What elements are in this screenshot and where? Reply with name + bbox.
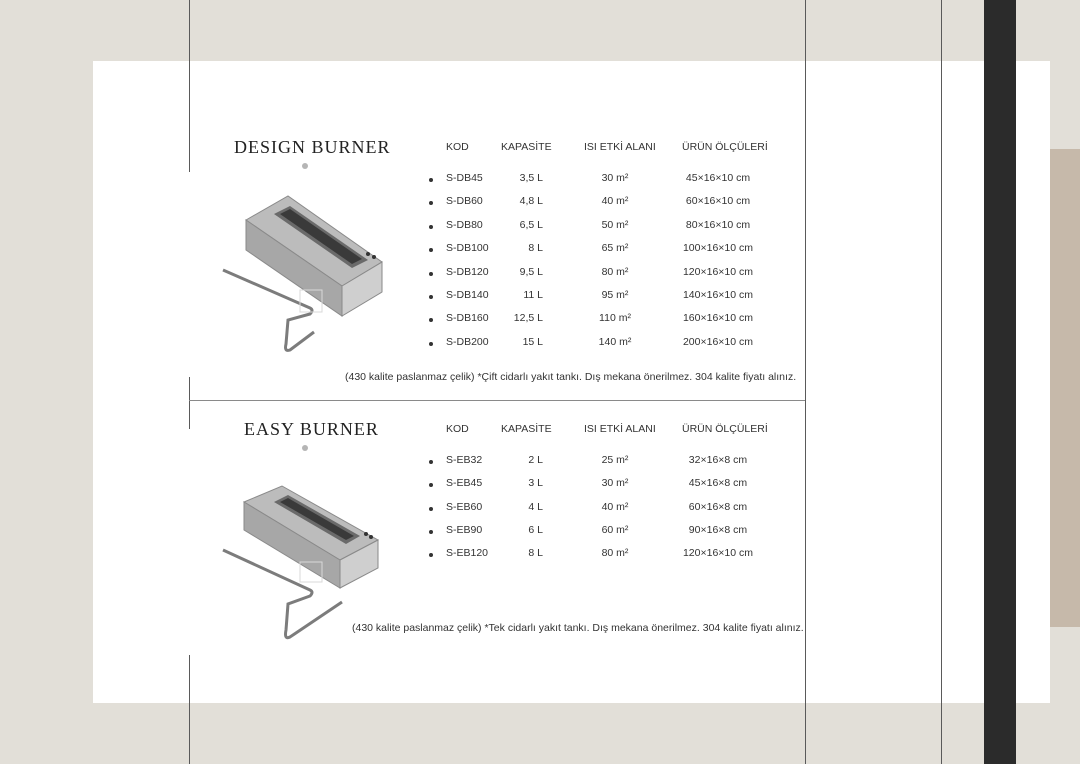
guide-line-left-bottom [189, 655, 190, 764]
guide-line-left-middle [189, 377, 190, 429]
header-urun-olculeri: ÜRÜN ÖLÇÜLERİ [682, 141, 768, 153]
row-bullet [429, 225, 433, 229]
cell-kapasite: 3,5 L [519, 172, 543, 184]
cell-urun-olculeri: 120×16×10 cm [682, 265, 754, 278]
cell-urun-olculeri: 120×16×10 cm [682, 547, 754, 560]
section-divider [189, 400, 805, 401]
cell-isi-etki-alani: 30 m² [601, 477, 629, 490]
cell-kapasite: 12,5 L [513, 312, 543, 325]
cell-isi-etki-alani: 30 m² [601, 172, 629, 184]
row-bullet [429, 530, 433, 534]
cell-kod: S-DB120 [446, 265, 489, 278]
cell-urun-olculeri: 100×16×10 cm [682, 242, 754, 255]
cell-kapasite: 3 L [528, 477, 543, 490]
cell-isi-etki-alani: 110 m² [599, 312, 631, 325]
cell-urun-olculeri: 60×16×10 cm [685, 195, 751, 208]
header-kapasite: KAPASİTE [501, 141, 552, 153]
header-kod: KOD [446, 141, 469, 153]
cell-kod: S-DB80 [446, 218, 483, 231]
cell-kapasite: 11 L [523, 289, 543, 301]
cell-kod: S-EB120 [446, 547, 489, 560]
cell-kapasite: 2 L [528, 454, 543, 466]
row-bullet [429, 460, 433, 464]
cell-isi-etki-alani: 60 m² [601, 523, 629, 536]
cell-urun-olculeri: 60×16×8 cm [688, 500, 748, 513]
guide-line-left-top [189, 0, 190, 172]
cell-urun-olculeri: 90×16×8 cm [688, 523, 748, 536]
cell-urun-olculeri: 200×16×10 cm [682, 335, 754, 348]
guide-line-far-right [941, 0, 942, 764]
cell-kapasite: 8 L [528, 242, 543, 255]
cell-isi-etki-alani: 65 m² [601, 242, 629, 255]
section-title-easy-burner: EASY BURNER [244, 419, 379, 439]
cell-kod: S-DB60 [446, 195, 483, 208]
row-bullet [429, 507, 433, 511]
cell-kod: S-EB32 [446, 454, 483, 466]
cell-urun-olculeri: 140×16×10 cm [682, 289, 754, 301]
cell-urun-olculeri: 80×16×10 cm [685, 218, 751, 231]
row-bullet [429, 295, 433, 299]
row-bullet [429, 342, 433, 346]
cell-isi-etki-alani: 40 m² [601, 500, 629, 513]
cell-kod: S-DB160 [446, 312, 489, 325]
section-title-design-burner: DESIGN BURNER [234, 137, 391, 157]
cell-urun-olculeri: 45×16×10 cm [685, 172, 751, 184]
row-bullet [429, 272, 433, 276]
header-kod: KOD [446, 423, 469, 435]
easy-burner-image [218, 482, 388, 644]
cell-kod: S-DB140 [446, 289, 489, 301]
cell-isi-etki-alani: 140 m² [598, 335, 632, 348]
cell-urun-olculeri: 32×16×8 cm [688, 454, 748, 466]
cell-urun-olculeri: 160×16×10 cm [682, 312, 754, 325]
side-tab [1050, 149, 1080, 627]
cell-kod: S-DB100 [446, 242, 489, 255]
cell-isi-etki-alani: 80 m² [601, 265, 629, 278]
title-dot [302, 445, 308, 451]
section-note-easy-burner: (430 kalite paslanmaz çelik) *Tek cidarlı yakıt tankı. Dış mekana önerilmez. 304 kalite fiyatı alınız. [352, 622, 804, 634]
header-isi-etki-alani: ISI ETKİ ALANI [584, 423, 656, 435]
cell-kapasite: 8 L [528, 547, 543, 560]
cell-kapasite: 15 L [522, 335, 543, 348]
cell-kapasite: 4 L [528, 500, 543, 513]
header-kapasite: KAPASİTE [501, 423, 552, 435]
cell-kapasite: 9,5 L [519, 265, 543, 278]
section-note-design-burner: (430 kalite paslanmaz çelik) *Çift cidarlı yakıt tankı. Dış mekana önerilmez. 304 kalite fiyatı alınız. [345, 371, 797, 383]
cell-kod: S-EB60 [446, 500, 483, 513]
cell-kapasite: 4,8 L [519, 195, 543, 208]
cell-kod: S-DB45 [446, 172, 483, 184]
cell-kapasite: 6 L [528, 523, 543, 536]
header-isi-etki-alani: ISI ETKİ ALANI [584, 141, 656, 153]
title-dot [302, 163, 308, 169]
cell-isi-etki-alani: 25 m² [601, 454, 629, 466]
guide-line-right [805, 0, 806, 764]
cell-kod: S-EB90 [446, 523, 483, 536]
design-burner-image [218, 192, 388, 357]
cell-isi-etki-alani: 95 m² [601, 289, 629, 301]
cell-isi-etki-alani: 80 m² [601, 547, 629, 560]
cell-kapasite: 6,5 L [519, 218, 543, 231]
header-urun-olculeri: ÜRÜN ÖLÇÜLERİ [682, 423, 768, 435]
cell-isi-etki-alani: 50 m² [601, 218, 629, 231]
cell-kod: S-DB200 [446, 335, 489, 348]
row-bullet [429, 178, 433, 182]
cell-isi-etki-alani: 40 m² [601, 195, 629, 208]
binding-strip [984, 0, 1016, 764]
cell-kod: S-EB45 [446, 477, 483, 490]
cell-urun-olculeri: 45×16×8 cm [688, 477, 748, 490]
